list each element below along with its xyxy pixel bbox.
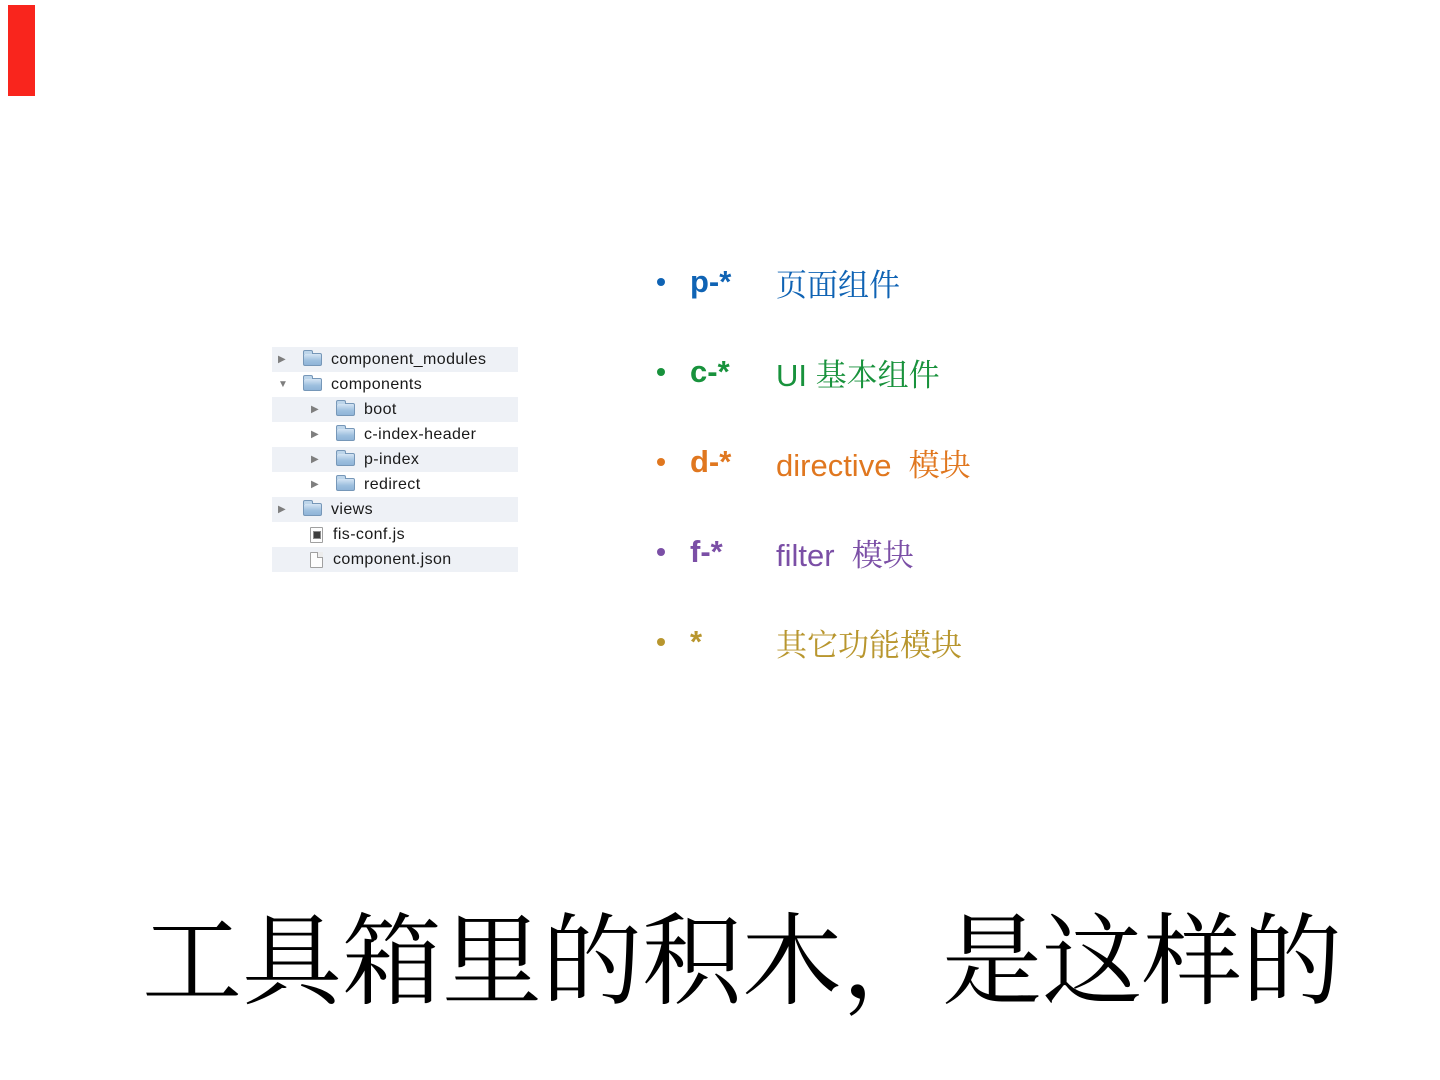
file-icon	[310, 552, 323, 568]
page-title: 工具箱里的积木，是这样的	[142, 906, 1342, 1018]
bullet-icon	[657, 458, 665, 466]
bullet-icon	[657, 278, 665, 286]
legend-list	[657, 261, 971, 711]
bullet-icon	[657, 638, 665, 646]
disclosure-collapsed-icon[interactable]: ▶	[311, 403, 320, 415]
legend-code: f-*	[690, 534, 723, 569]
tree-row-label: component_modules	[331, 350, 487, 368]
tree-row-redirect[interactable]	[272, 472, 518, 497]
tree-row-label: p-index	[364, 450, 420, 468]
folder-icon	[336, 428, 355, 441]
legend-code: d-*	[690, 444, 732, 479]
legend-desc: 其它功能模块	[776, 627, 962, 663]
tree-row-label: fis-conf.js	[333, 525, 405, 543]
legend-desc: UI 基本组件	[776, 357, 940, 393]
legend-code: c-*	[690, 354, 730, 389]
legend-code: p-*	[690, 264, 732, 299]
bullet-icon	[657, 368, 665, 376]
tree-row-boot[interactable]	[272, 397, 518, 422]
tree-row-label: boot	[364, 400, 397, 418]
legend-item-d	[657, 441, 971, 483]
folder-icon	[336, 453, 355, 466]
tree-row-component-modules[interactable]	[272, 347, 518, 372]
folder-icon	[336, 403, 355, 416]
tree-row-label: redirect	[364, 475, 421, 493]
legend-desc: directive 模块	[776, 447, 971, 483]
tree-row-label: components	[331, 375, 423, 393]
legend-code: *	[690, 624, 703, 659]
disclosure-collapsed-icon[interactable]: ▶	[311, 428, 320, 440]
tree-row-label: component.json	[333, 550, 452, 568]
js-file-icon	[310, 527, 323, 543]
legend-desc: filter 模块	[776, 537, 914, 573]
tree-row-p-index[interactable]	[272, 447, 518, 472]
file-tree	[272, 347, 518, 572]
tree-row-label: views	[331, 500, 374, 518]
folder-icon	[303, 353, 322, 366]
disclosure-collapsed-icon[interactable]: ▶	[278, 353, 287, 365]
bullet-icon	[657, 548, 665, 556]
legend-desc: 页面组件	[776, 267, 900, 303]
disclosure-collapsed-icon[interactable]: ▶	[311, 478, 320, 490]
tree-row-fis-conf-js[interactable]	[272, 522, 518, 547]
tree-row-c-index-header[interactable]	[272, 422, 518, 447]
legend-item-star	[657, 621, 971, 663]
tree-row-views[interactable]	[272, 497, 518, 522]
tree-row-label: c-index-header	[364, 425, 477, 443]
legend-item-c	[657, 351, 971, 393]
tree-row-component-json[interactable]	[272, 547, 518, 572]
legend-item-p	[657, 261, 971, 303]
folder-icon	[336, 478, 355, 491]
disclosure-collapsed-icon[interactable]: ▶	[311, 453, 320, 465]
disclosure-collapsed-icon[interactable]: ▶	[278, 503, 287, 515]
folder-icon	[303, 378, 322, 391]
disclosure-expanded-icon[interactable]: ▼	[278, 378, 289, 390]
legend-item-f	[657, 531, 971, 573]
tree-row-components[interactable]	[272, 372, 518, 397]
folder-icon	[303, 503, 322, 516]
corner-ribbon	[8, 5, 35, 96]
